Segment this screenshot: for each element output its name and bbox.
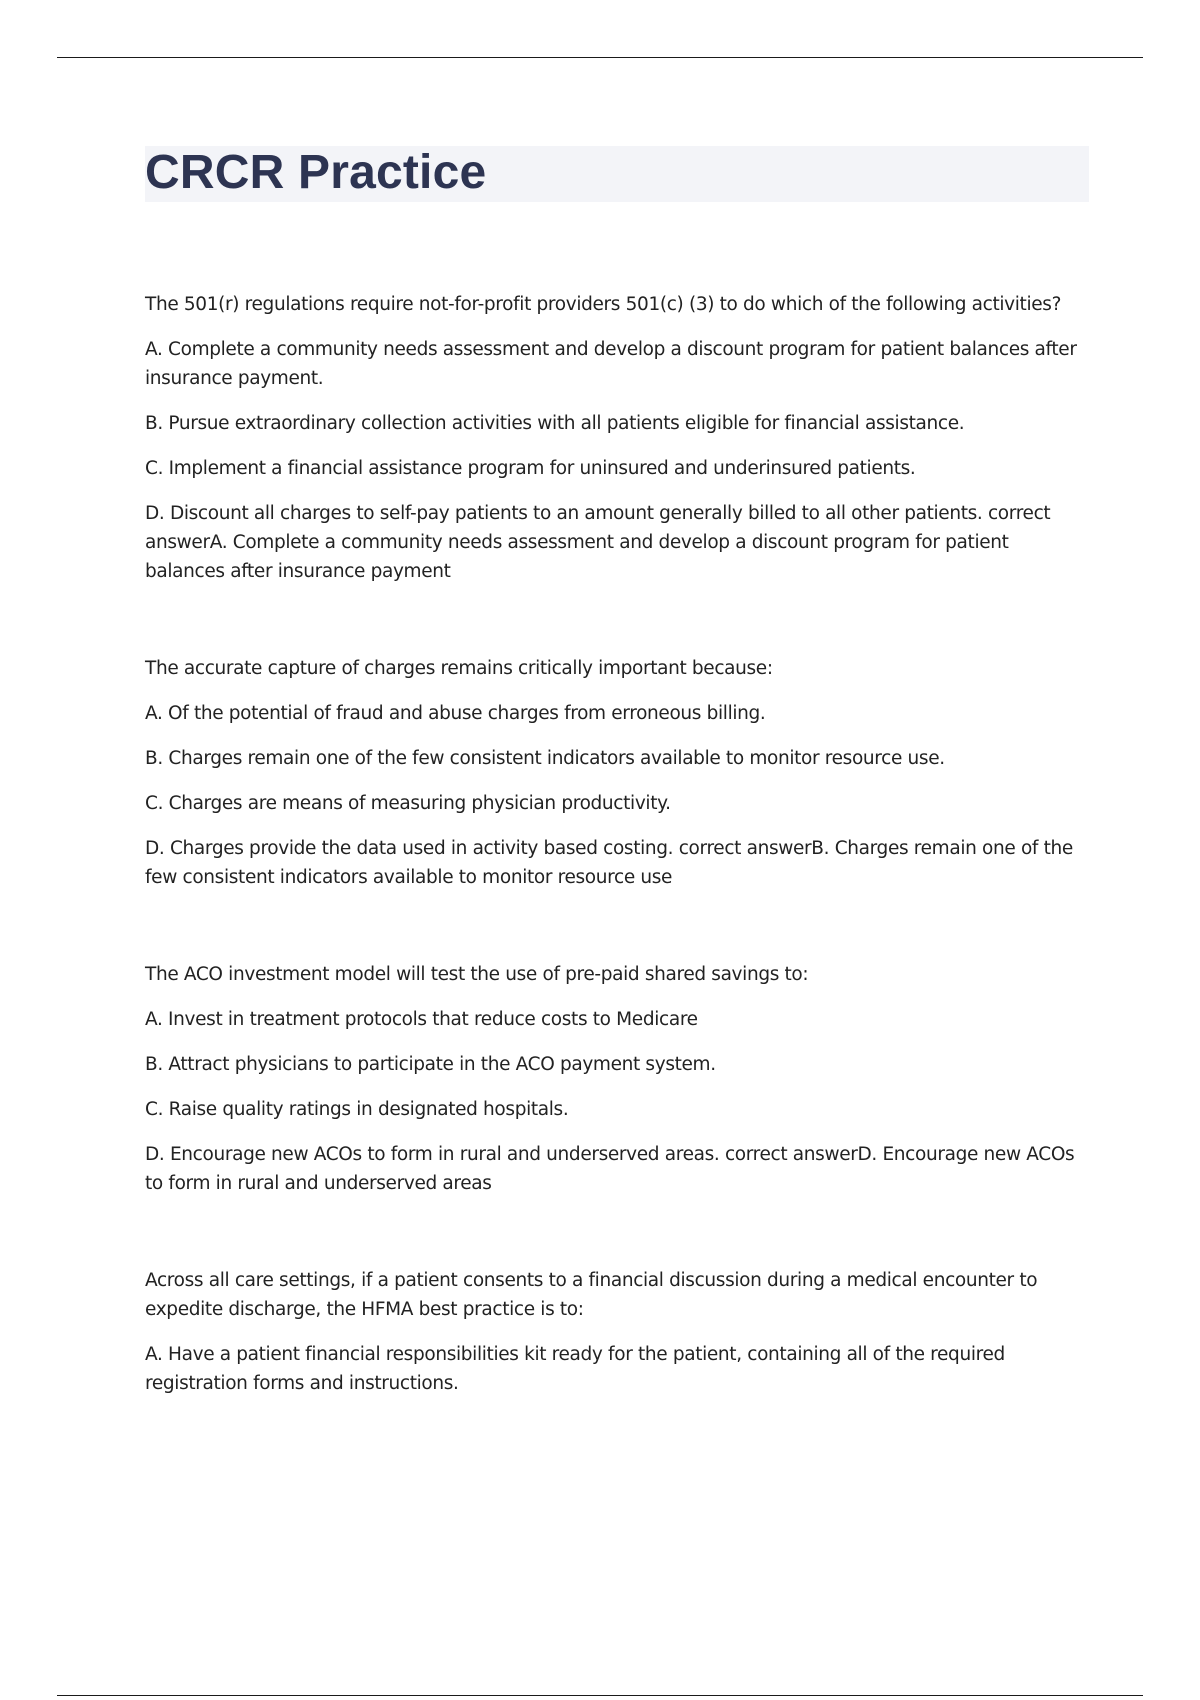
question-prompt: The accurate capture of charges remains critically important because: bbox=[145, 658, 773, 679]
header-rule bbox=[57, 57, 1143, 58]
page-title: CRCR Practice bbox=[145, 146, 487, 199]
answer-option: B. Pursue extraordinary collection activities with all patients eligible for financial assistance. bbox=[145, 413, 965, 434]
question-block bbox=[145, 290, 1089, 586]
footer-rule bbox=[57, 1695, 1143, 1696]
answer-option: D. Discount all charges to self-pay patients to an amount generally billed to all other patients. correct answerA. Complete a community needs assessment and develop a discount program for patient balances after insurance payment bbox=[145, 503, 1051, 582]
answer-option: C. Charges are means of measuring physician productivity. bbox=[145, 793, 671, 814]
answer-option: B. Attract physicians to participate in the ACO payment system. bbox=[145, 1054, 716, 1075]
question-block bbox=[145, 1266, 1089, 1398]
answer-option: D. Encourage new ACOs to form in rural and underserved areas. correct answerD. Encourage new ACOs to form in rural and underserved areas bbox=[145, 1144, 1075, 1194]
document-body bbox=[145, 290, 1089, 1466]
answer-option: B. Charges remain one of the few consistent indicators available to monitor resource use. bbox=[145, 748, 945, 769]
question-block bbox=[145, 654, 1089, 892]
question-block bbox=[145, 960, 1089, 1198]
answer-option: A. Invest in treatment protocols that reduce costs to Medicare bbox=[145, 1009, 698, 1030]
question-prompt: Across all care settings, if a patient consents to a financial discussion during a medical encounter to expedite discharge, the HFMA best practice is to: bbox=[145, 1270, 1038, 1320]
answer-option: A. Have a patient financial responsibilities kit ready for the patient, containing all of the required registration forms and instructions. bbox=[145, 1344, 1005, 1394]
question-prompt: The 501(r) regulations require not-for-profit providers 501(c) (3) to do which of the following activities? bbox=[145, 294, 1062, 315]
answer-option: A. Complete a community needs assessment and develop a discount program for patient balances after insurance payment. bbox=[145, 339, 1077, 389]
answer-option: A. Of the potential of fraud and abuse charges from erroneous billing. bbox=[145, 703, 766, 724]
answer-option: C. Implement a financial assistance program for uninsured and underinsured patients. bbox=[145, 458, 916, 479]
answer-option: C. Raise quality ratings in designated hospitals. bbox=[145, 1099, 569, 1120]
answer-option: D. Charges provide the data used in activity based costing. correct answerB. Charges remain one of the few consistent indicators available to monitor resource use bbox=[145, 838, 1073, 888]
question-prompt: The ACO investment model will test the use of pre-paid shared savings to: bbox=[145, 964, 809, 985]
